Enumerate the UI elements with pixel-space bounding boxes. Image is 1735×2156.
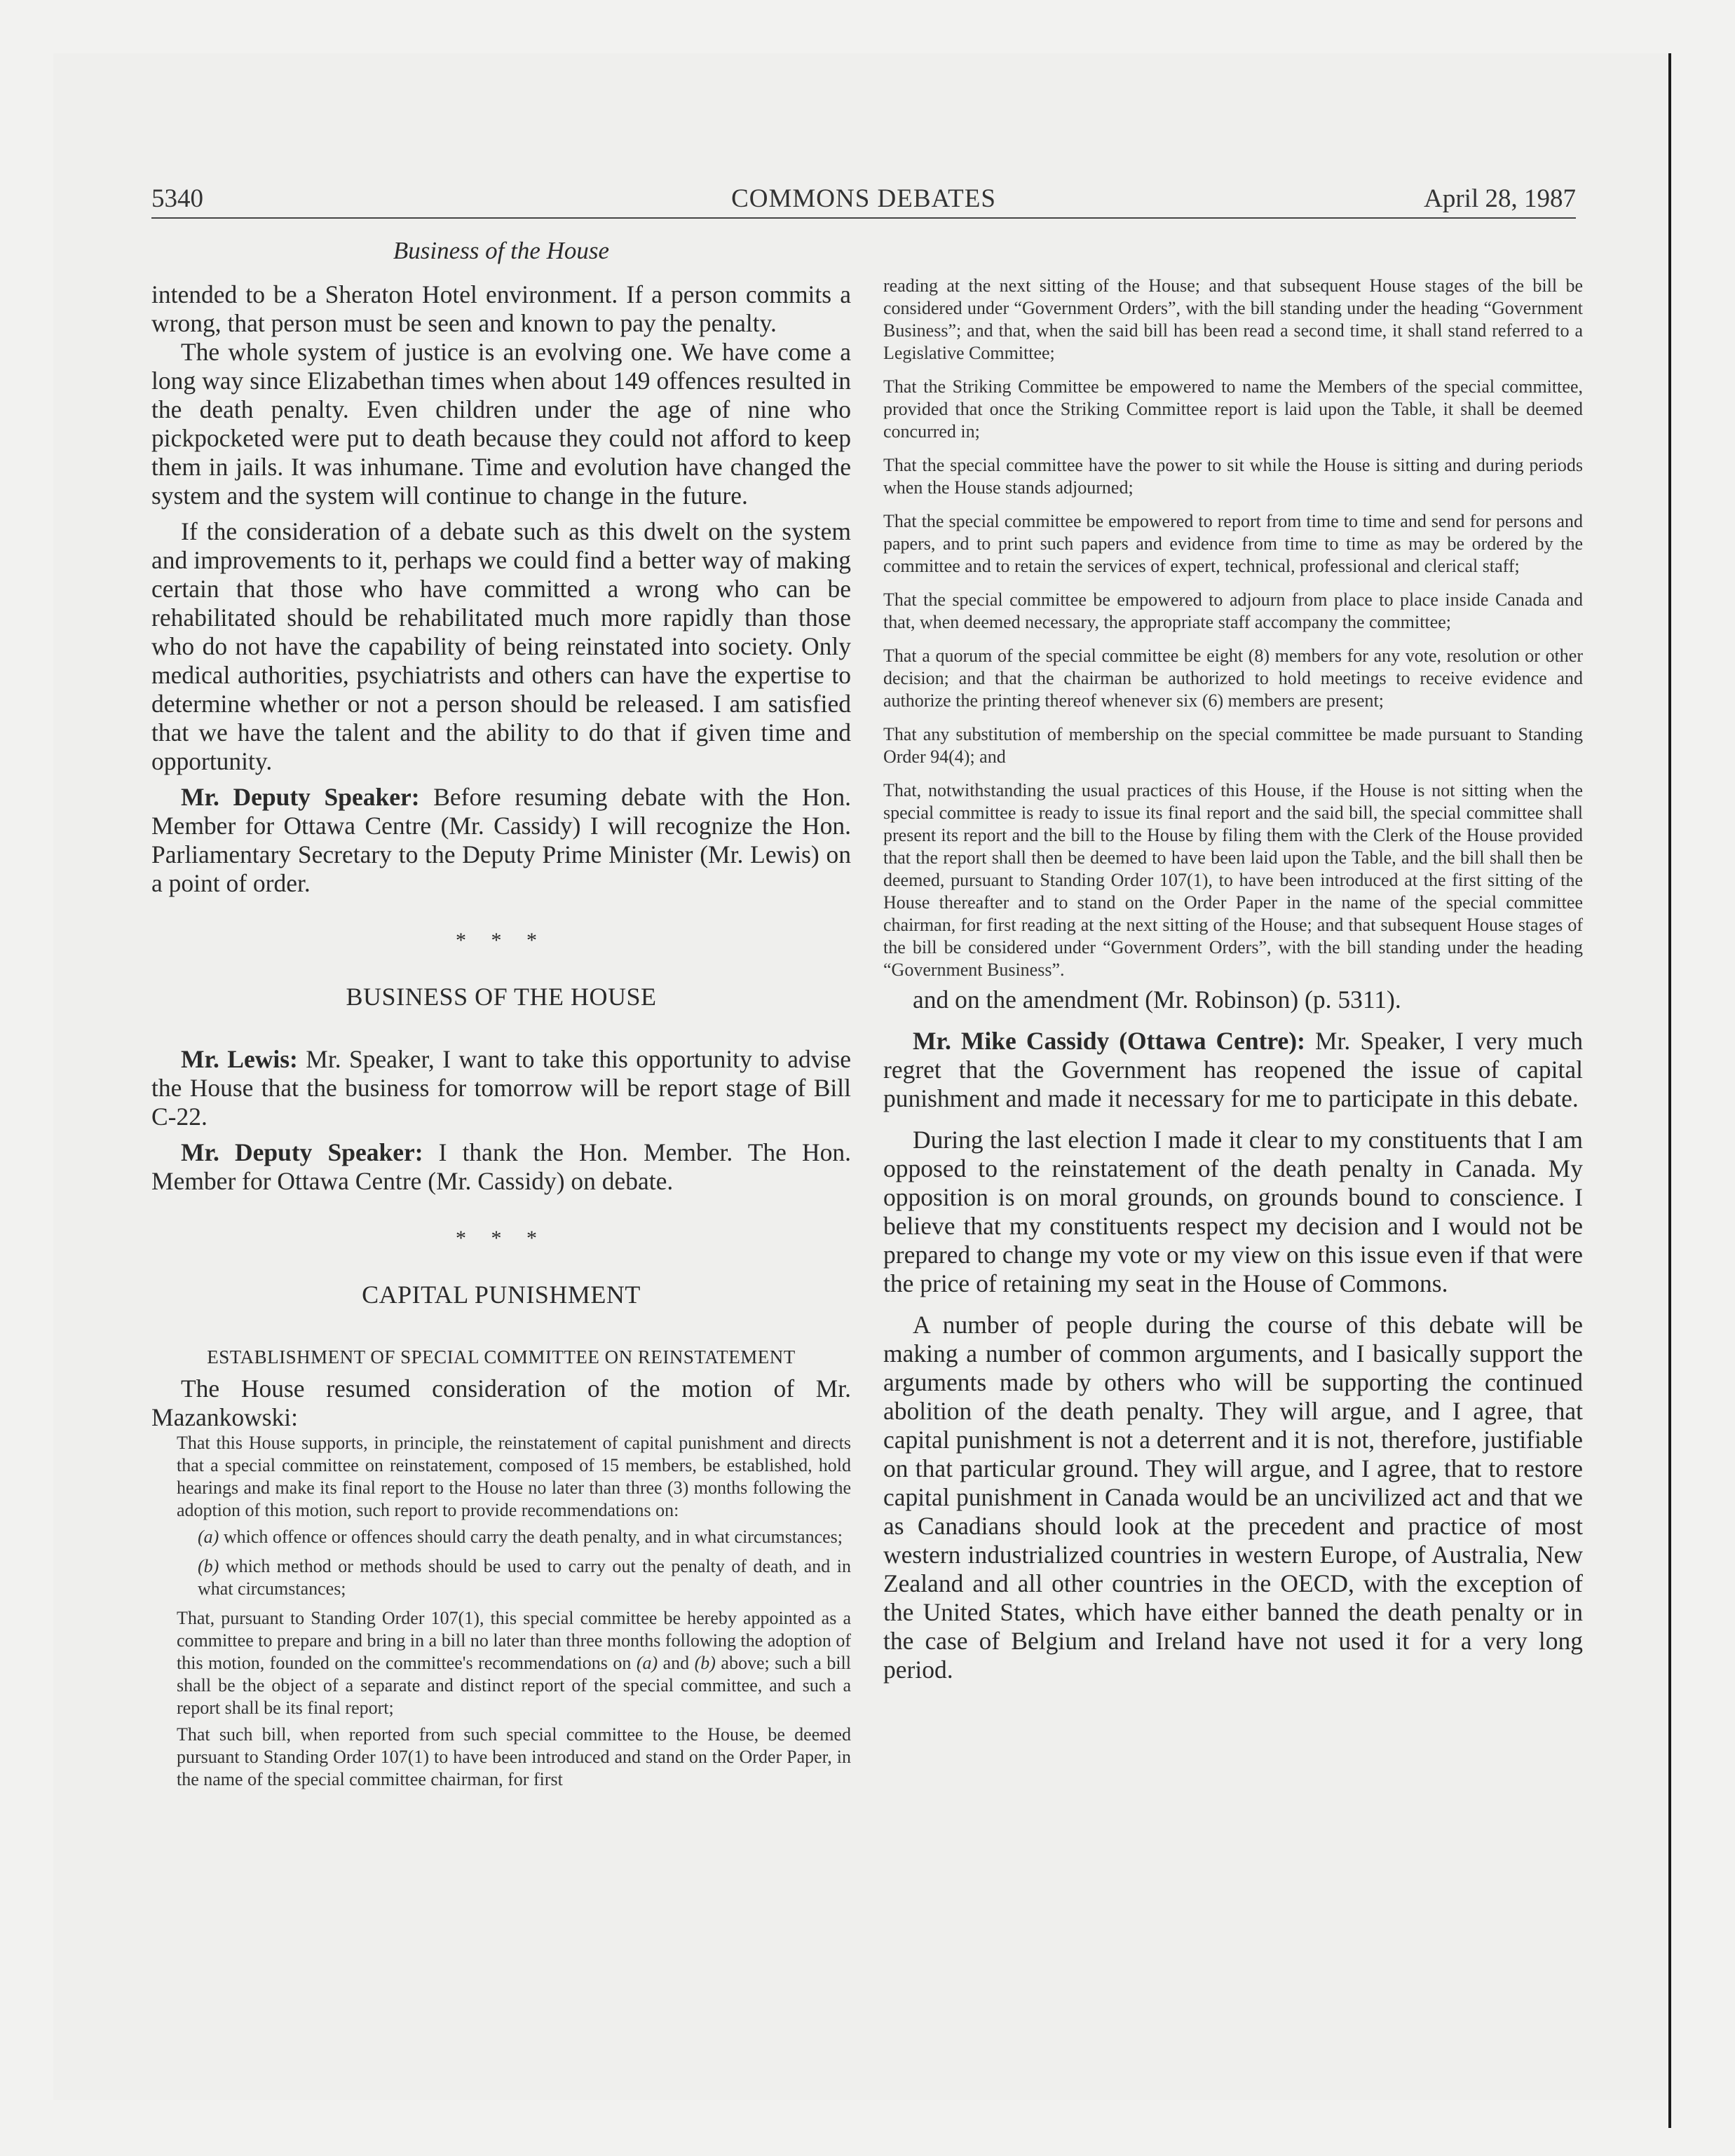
paragraph: During the last election I made it clear to my constituents that I am opposed to the reinstatement of the death penalty in Canada. My opposition is on moral grounds, on grounds bound to conscience. I believe that my constituents respect my decision and I would not be prepared to change my vote or my view on this issue even if that were the price of retaining my seat in the House of Commons. [883, 1126, 1583, 1297]
motion-clause: That any substitution of membership on the special committee be made pursuant to Standing Order 94(4); and [883, 724, 1583, 767]
speech-text: I thank the Hon. Member. The Hon. Member for Ottawa Centre (Mr. Cassidy) on debate. [151, 1138, 851, 1195]
motion-clause: That the Striking Committee be empowered to name the Members of the special committee, provided that once the Striking Committee report is laid upon the Table, it shall be deemed concurred in; [883, 376, 1583, 442]
header-title: COMMONS DEBATES [731, 184, 996, 213]
debate-text [883, 985, 1583, 1684]
speaker-name: Mr. Deputy Speaker: [181, 783, 420, 811]
motion-text-continued [883, 275, 1583, 981]
clause-label: (b) [198, 1556, 219, 1576]
motion-clause: That the special committee have the power to sit while the House is sitting and during periods when the House stands adjourned; [883, 455, 1583, 498]
section-separator: * * * [456, 1227, 547, 1250]
header-rule [151, 217, 1576, 219]
binding-edge-rule [1668, 53, 1671, 2128]
section-separator: * * * [456, 929, 547, 952]
speech-text: Mr. Speaker, I very much regret that the Government has reopened the issue of capital punishment and made it necessary for me to participate in this debate. [883, 1027, 1583, 1112]
running-head: Business of the House [393, 237, 610, 264]
motion-clause: That, pursuant to Standing Order 107(1), this special committee be hereby appointed as a committee to prepare and bring in a bill no later than three months following the adoption of this motion, founded on the committee's recommendations on (a) and (b) above; such a bill shall be the object of a separate and distinct report of the special committee, and such a report shall be its final report; [177, 1608, 851, 1718]
speaker-name: Mr. Lewis: [181, 1045, 298, 1073]
paragraph: and on the amendment (Mr. Robinson) (p. 5311). [913, 985, 1401, 1014]
section-heading: BUSINESS OF THE HOUSE [346, 983, 657, 1011]
speech-paragraph [151, 1138, 851, 1196]
motion-clause: reading at the next sitting of the House; and that subsequent House stages of the bill be considered under “Government Orders”, with the bill standing under the heading “Government Business”; and that, when the said bill has been read a second time, it shall stand referred to a Legislative Committee; [883, 275, 1583, 363]
page-header [151, 184, 1576, 219]
speech-paragraph [151, 1045, 851, 1131]
paragraph: If the consideration of a debate such as this dwelt on the system and improvements to it, perhaps we could find a better way of making certain that those who have committed a wrong who can be rehabilitated should be rehabilitated much more rapidly than those who do not have the capability of being reinstated into society. Only medical authorities, psychiatrists and others can have the expertise to determine whether or not a person should be released. I am satisfied that we have the talent and the ability to do that if given time and opportunity. [151, 517, 851, 775]
header-date: April 28, 1987 [1424, 184, 1576, 213]
paragraph: The whole system of justice is an evolving one. We have come a long way since Elizabethan times when about 149 offences resulted in the death penalty. Even children under the age of nine who pickpocketed were put to death because they could not afford to keep them in jails. It was inhumane. Time and evolution have changed the system and the system will continue to change in the future. [151, 338, 851, 510]
motion-subclause: (b) which method or methods should be used to carry out the penalty of death, and in what circumstances; [198, 1556, 851, 1599]
sub-heading: ESTABLISHMENT OF SPECIAL COMMITTEE ON REINSTATEMENT [207, 1346, 796, 1367]
motion-clause: That the special committee be empowered to adjourn from place to place inside Canada and that, when deemed necessary, the appropriate staff accompany the committee; [883, 589, 1583, 632]
speech-text: Mr. Speaker, I want to take this opportunity to advise the House that the business for tomorrow will be report stage of Bill C-22. [151, 1045, 851, 1131]
paragraph: A number of people during the course of this debate will be making a number of common arguments, and I basically support the arguments made by others who will be supporting the continued abolition of the death penalty. They will argue, and I agree, that capital punishment is not a deterrent and it is not, therefore, justifiable on that particular ground. They will argue, and I agree, that to restore capital punishment in Canada would be an uncivilized act and that we as Canadians should look at the precedent and practice of most western industrialized countries in western Europe, of Australia, New Zealand and all other countries in the OECD, with the exception of the United States, which have either banned the death penalty or in the case of Belgium and Ireland have not used it for a very long period. [883, 1311, 1583, 1684]
speech-paragraph [883, 1027, 1583, 1113]
clause-label: (a) [198, 1527, 219, 1547]
right-column [883, 275, 1583, 1697]
left-column [151, 280, 851, 1791]
paragraph: intended to be a Sheraton Hotel environment. If a person commits a wrong, that person must be seen and known to pay the penalty. [151, 280, 851, 337]
paragraph: The House resumed consideration of the motion of Mr. Mazankowski: [151, 1374, 851, 1431]
speaker-name: Mr. Mike Cassidy (Ottawa Centre): [913, 1027, 1305, 1055]
header-page-number: 5340 [151, 184, 203, 213]
speech-paragraph [151, 783, 851, 898]
motion-clause: That, notwithstanding the usual practices of this House, if the House is not sitting when the special committee is ready to issue its final report and the said bill, the special committee shall present its report and the bill to the House by filing them with the Clerk of the House provided that the report shall then be deemed to have been laid upon the Table, and the bill shall then be deemed, pursuant to Standing Order 107(1), to have been introduced at the first sitting of the House thereafter and to stand on the Order Paper in the name of the special committee chairman, for first reading at the next sitting of the House; and that subsequent House stages of the bill be considered under “Government Orders”, with the bill standing under the heading “Government Business”. [883, 780, 1583, 980]
speaker-name: Mr. Deputy Speaker: [181, 1138, 423, 1166]
motion-clause: That the special committee be empowered to report from time to time and send for persons and papers, and to print such papers and evidence from time to time as may be ordered by the committee and to retain the services of expert, technical, professional and clerical staff; [883, 511, 1583, 576]
motion-clause: That this House supports, in principle, the reinstatement of capital punishment and directs that a special committee on reinstatement, composed of 15 members, be established, hold hearings and make its final report to the House no later than three (3) months following the adoption of this motion, such report to provide recommendations on: [177, 1433, 851, 1520]
section-heading: CAPITAL PUNISHMENT [362, 1281, 641, 1309]
motion-text [151, 1432, 851, 1791]
speech-text: Before resuming debate with the Hon. Member for Ottawa Centre (Mr. Cassidy) I will recognize the Hon. Parliamentary Secretary to the Deputy Prime Minister (Mr. Lewis) on a point of order. [151, 783, 851, 897]
motion-clause: That such bill, when reported from such special committee to the House, be deemed pursuant to Standing Order 107(1) to have been introduced and stand on the Order Paper, in the name of the special committee chairman, for first [177, 1724, 851, 1789]
motion-clause: That a quorum of the special committee be eight (8) members for any vote, resolution or other decision; and that the chairman be authorized to hold meetings to receive evidence and authorize the printing thereof whenever six (6) members are present; [883, 646, 1583, 711]
motion-subclause: (a) which offence or offences should carry the death penalty, and in what circumstances; [198, 1527, 843, 1547]
